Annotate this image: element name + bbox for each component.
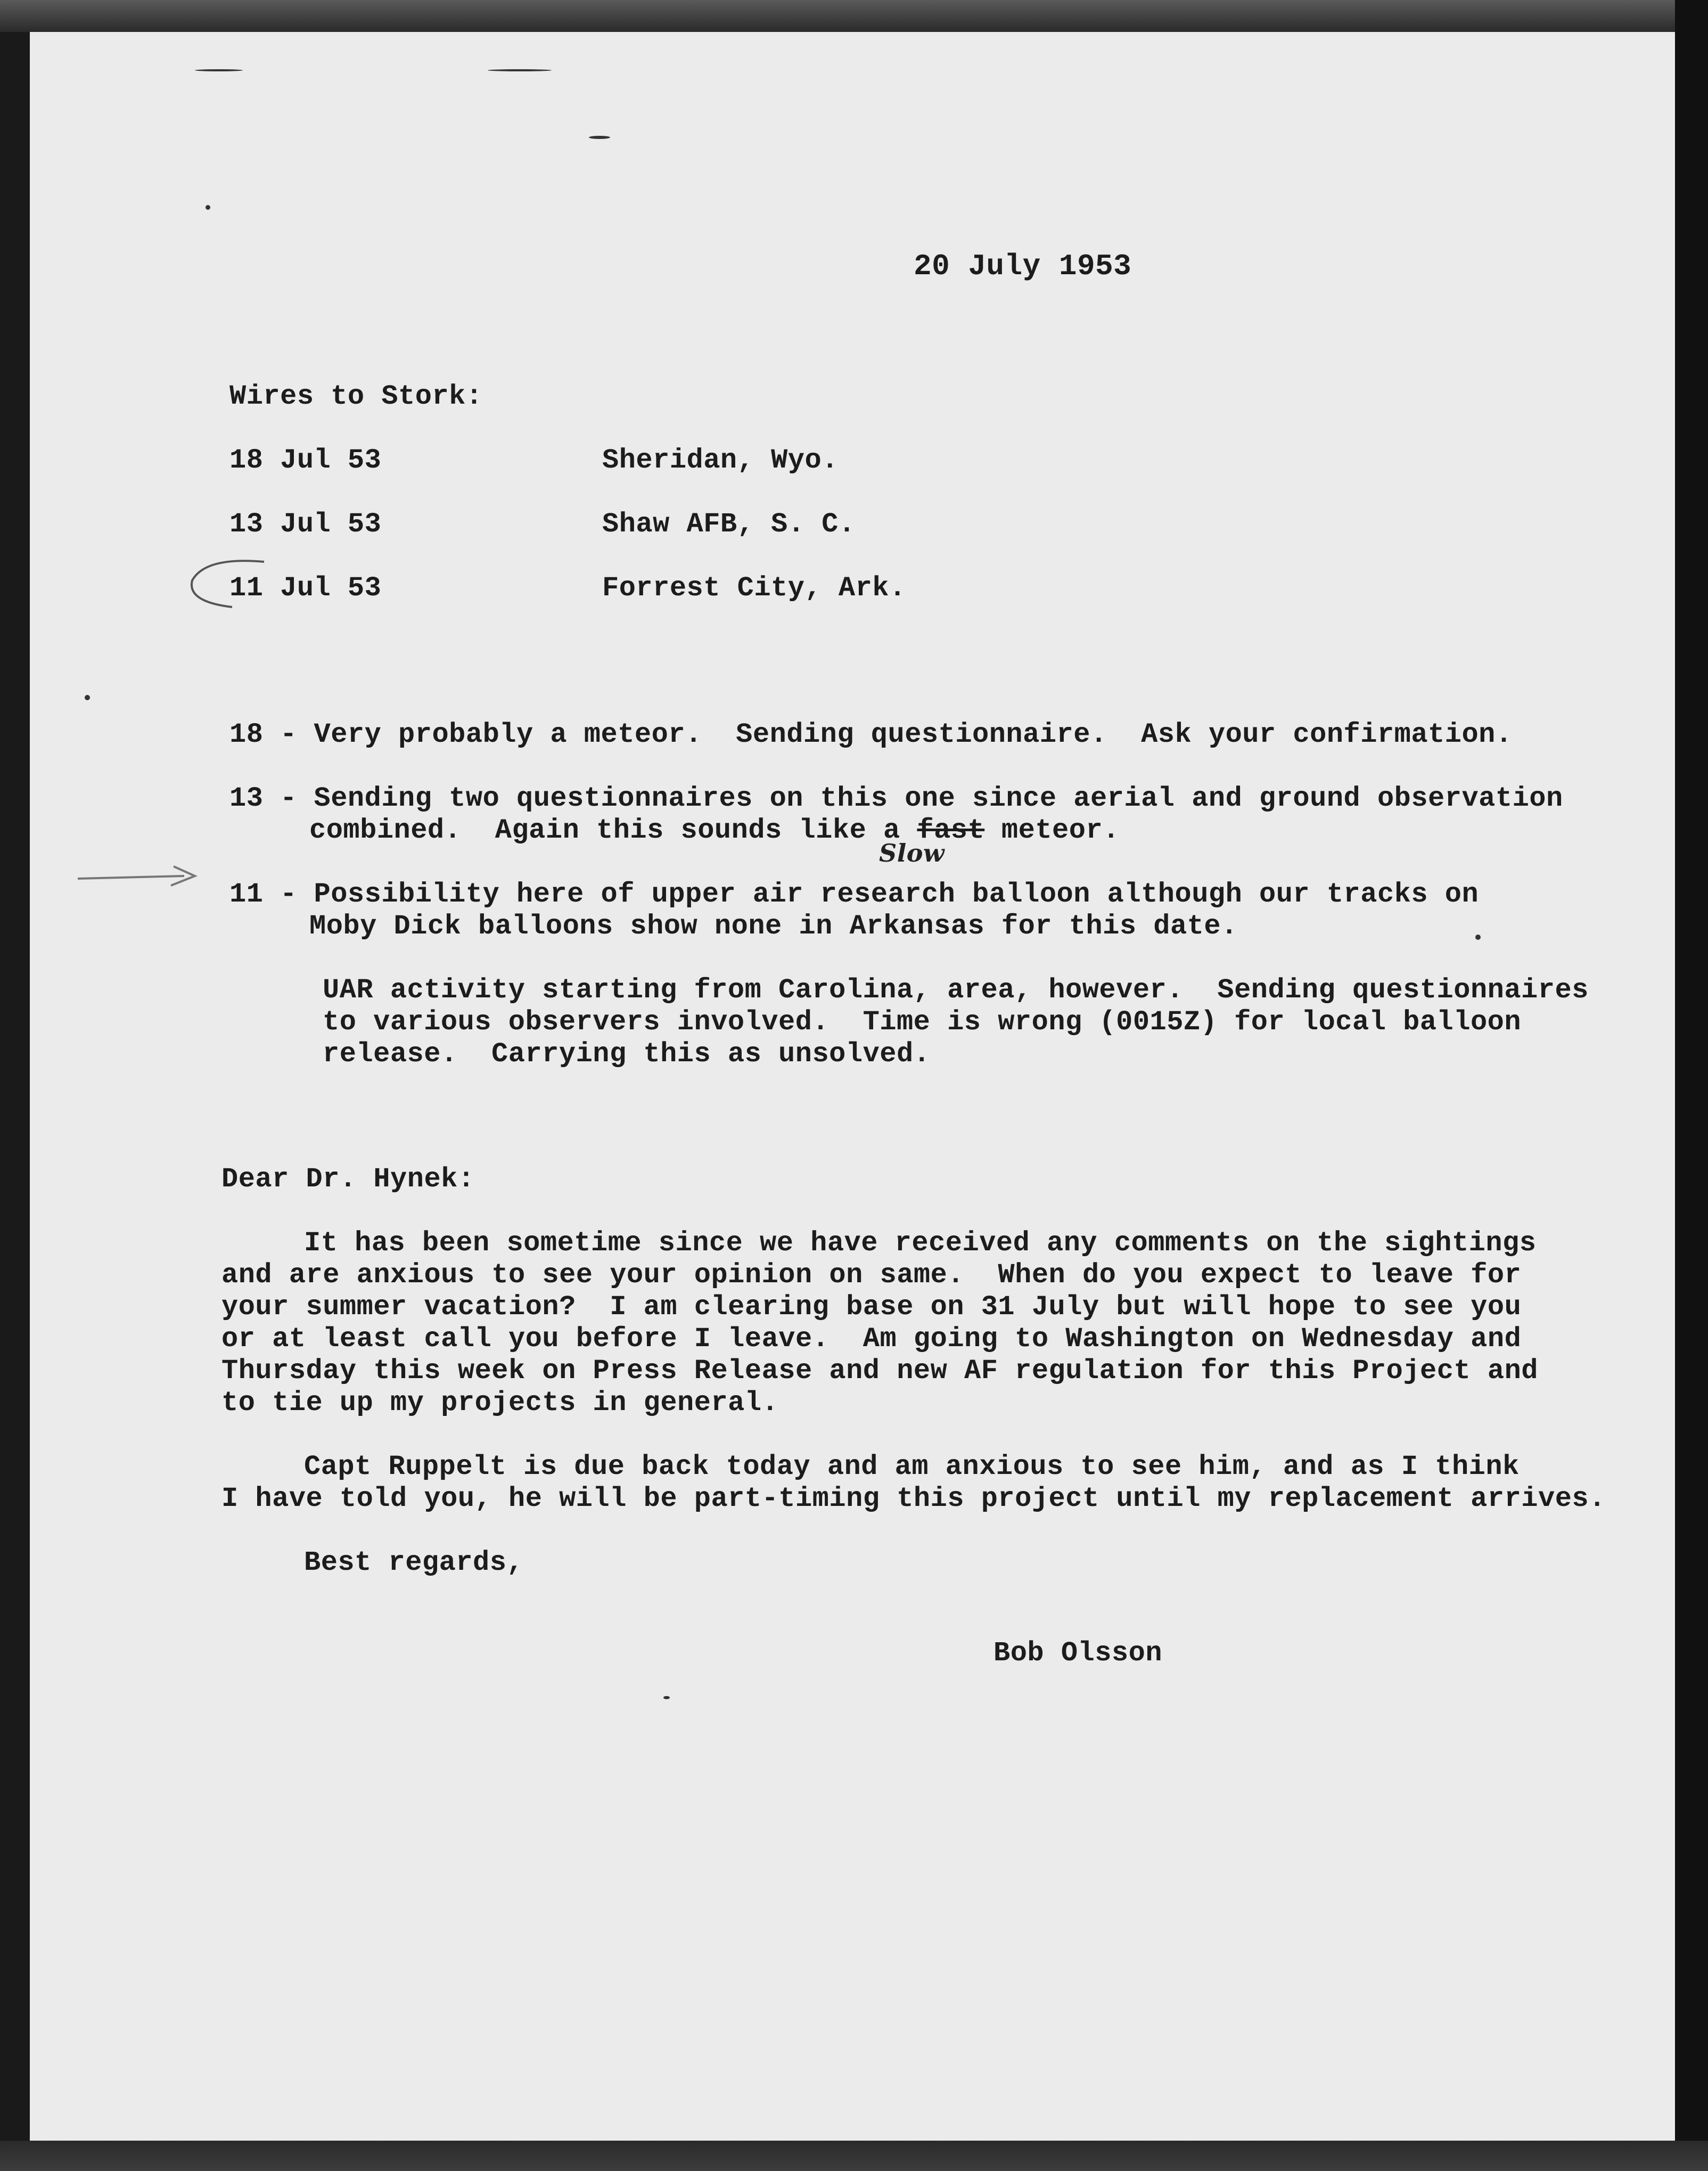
paragraph-line: or at least call you before I leave. Am going to Washington on Wednesday and	[221, 1323, 1522, 1355]
signature: Bob Olsson	[993, 1637, 1163, 1669]
letter-date: 20 July 1953	[914, 249, 1132, 283]
paragraph-line: I have told you, he will be part-timing this project until my replacement arrives.	[221, 1483, 1606, 1514]
paragraph-line: It has been sometime since we have received any comments on the sightings	[304, 1227, 1537, 1259]
wire-date: 13 Jul 53	[229, 509, 382, 540]
paragraph-line: to tie up my projects in general.	[221, 1387, 779, 1419]
scan-artifact	[85, 695, 90, 700]
uar-line: release. Carrying this as unsolved.	[323, 1038, 931, 1070]
closing: Best regards,	[304, 1547, 524, 1578]
wire-date: 11 Jul 53	[229, 572, 382, 604]
scan-artifact	[488, 69, 552, 71]
paragraph-line: your summer vacation? I am clearing base on 31 July but will hope to see you	[221, 1291, 1522, 1323]
note-13-line2	[309, 815, 1120, 847]
uar-line: to various observers involved. Time is wrong (0015Z) for local balloon	[323, 1006, 1522, 1038]
paragraph-line: and are anxious to see your opinion on same. When do you expect to leave for	[221, 1259, 1522, 1291]
scan-artifact	[195, 69, 243, 71]
paragraph-line: Capt Ruppelt is due back today and am anxious to see him, and as I think	[304, 1451, 1520, 1482]
struck-word: fast	[917, 815, 985, 846]
scan-border-bottom	[0, 2141, 1708, 2171]
note-11-line1: 11 - Possibility here of upper air research balloon although our tracks on	[229, 879, 1479, 910]
note-18: 18 - Very probably a meteor. Sending questionnaire. Ask your confirmation.	[229, 719, 1513, 750]
wire-place: Forrest City, Ark.	[602, 572, 906, 604]
scan-border-top	[0, 0, 1708, 32]
handwritten-correction: Slow	[879, 839, 945, 867]
note-11-line2: Moby Dick balloons show none in Arkansas for this date.	[309, 911, 1238, 942]
note-13-text-pre: combined. Again this sounds like a	[309, 815, 917, 846]
scan-artifact	[206, 205, 210, 210]
wire-date: 18 Jul 53	[229, 445, 382, 476]
note-13-text-post: meteor.	[984, 815, 1120, 846]
pencil-arrow-mark	[78, 860, 200, 892]
wires-heading: Wires to Stork:	[229, 381, 483, 412]
scan-artifact	[1475, 935, 1481, 940]
scan-artifact	[663, 1696, 670, 1699]
note-13-line1: 13 - Sending two questionnaires on this one since aerial and ground observation	[229, 783, 1563, 814]
salutation: Dear Dr. Hynek:	[221, 1164, 475, 1195]
document-page	[30, 32, 1675, 2141]
scan-artifact	[589, 136, 610, 139]
wire-place: Sheridan, Wyo.	[602, 445, 839, 476]
uar-line: UAR activity starting from Carolina, area, however. Sending questionnaires	[323, 974, 1589, 1006]
scan-border-right	[1675, 0, 1708, 2171]
paragraph-line: Thursday this week on Press Release and new AF regulation for this Project and	[221, 1355, 1538, 1387]
wire-place: Shaw AFB, S. C.	[602, 509, 856, 540]
